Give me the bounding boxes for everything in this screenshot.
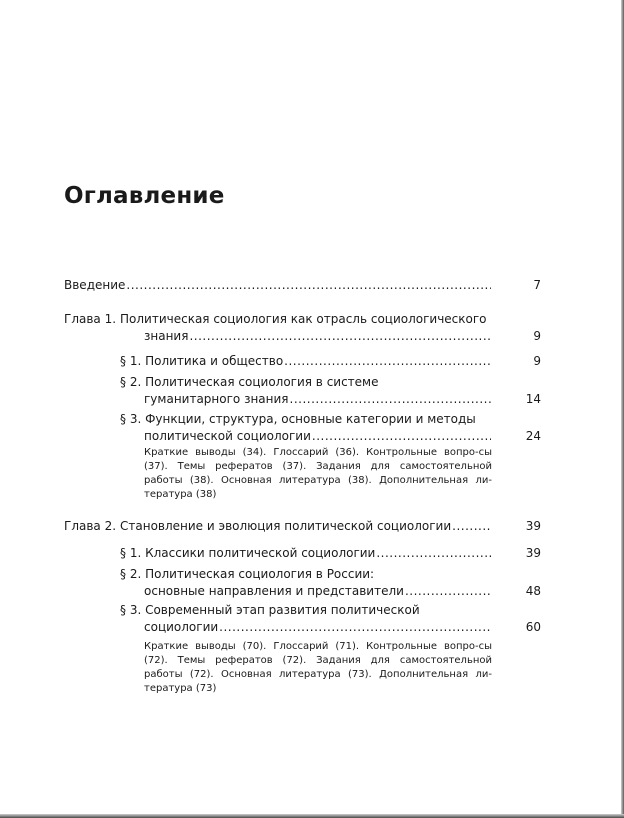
toc-entry-text: Введение <box>64 278 126 292</box>
page-number: 60 <box>525 620 541 634</box>
chapter-title-line2: знания <box>144 329 189 343</box>
section-title-line1: § 3. Функции, структура, основные категории и методы <box>120 412 476 426</box>
section-title-line1: § 2. Политическая социология в системе <box>120 375 379 389</box>
page-number: 7 <box>533 278 541 292</box>
chapter-2-appendix-note: Краткие выводы (70). Глоссарий (71). Контрольные вопро-сы (72). Темы рефератов (72). Задания для самостоятельной работы (72). Основная литература (73). Дополнительная ли-тература (73) <box>144 641 492 694</box>
page-shadow-bottom <box>0 814 624 818</box>
toc-chapter-2[interactable] <box>64 518 541 534</box>
page-number: 14 <box>525 392 541 406</box>
leader-dots <box>126 277 491 293</box>
chapter-label: Глава 1. <box>64 312 117 326</box>
toc-section-1-1[interactable] <box>120 353 541 369</box>
page-number: 39 <box>525 546 541 560</box>
section-title-line1: § 3. Современный этап развития политической <box>120 603 420 617</box>
section-title: § 1. Политика и общество <box>120 354 284 368</box>
section-title-line1: § 2. Политическая социология в России: <box>120 567 375 581</box>
section-title: § 1. Классики политической социологии <box>120 546 376 560</box>
toc-section-1-2[interactable] <box>120 374 541 407</box>
leader-dots <box>189 328 491 344</box>
leader-dots <box>452 518 491 534</box>
page-number: 24 <box>525 429 541 443</box>
section-title-line2: социологии <box>144 620 219 634</box>
leader-dots <box>405 583 491 599</box>
page-number: 39 <box>525 519 541 533</box>
chapter-1-appendix-note: Краткие выводы (34). Глоссарий (36). Контрольные вопро-сы (37). Темы рефератов (37). Задания для самостоятельной работы (38). Основная литература (38). Дополнительная ли-тература (38) <box>144 447 492 500</box>
chapter-label: Глава 2. <box>64 519 117 533</box>
leader-dots <box>376 545 491 561</box>
page-number: 9 <box>533 329 541 343</box>
toc-section-2-2[interactable] <box>120 566 541 599</box>
toc-section-2-1[interactable] <box>120 545 541 561</box>
toc-chapter-1[interactable] <box>64 311 541 344</box>
chapter-title-line1: Становление и эволюция политической социологии <box>120 519 452 533</box>
leader-dots <box>312 428 491 444</box>
section-title-line2: основные направления и представители <box>144 584 404 598</box>
section-title-line2: гуманитарного знания <box>144 392 289 406</box>
toc-section-1-3[interactable] <box>120 411 541 444</box>
toc-entry-intro[interactable] <box>64 277 541 293</box>
leader-dots <box>284 353 491 369</box>
page-number: 9 <box>533 354 541 368</box>
toc-section-2-3[interactable] <box>120 602 541 635</box>
page-title: Оглавление <box>64 183 225 209</box>
page-number: 48 <box>525 584 541 598</box>
leader-dots <box>290 391 491 407</box>
section-title-line2: политической социологии <box>144 429 311 443</box>
chapter-title-line1: Политическая социология как отрасль социологического <box>120 312 487 326</box>
leader-dots <box>219 619 491 635</box>
